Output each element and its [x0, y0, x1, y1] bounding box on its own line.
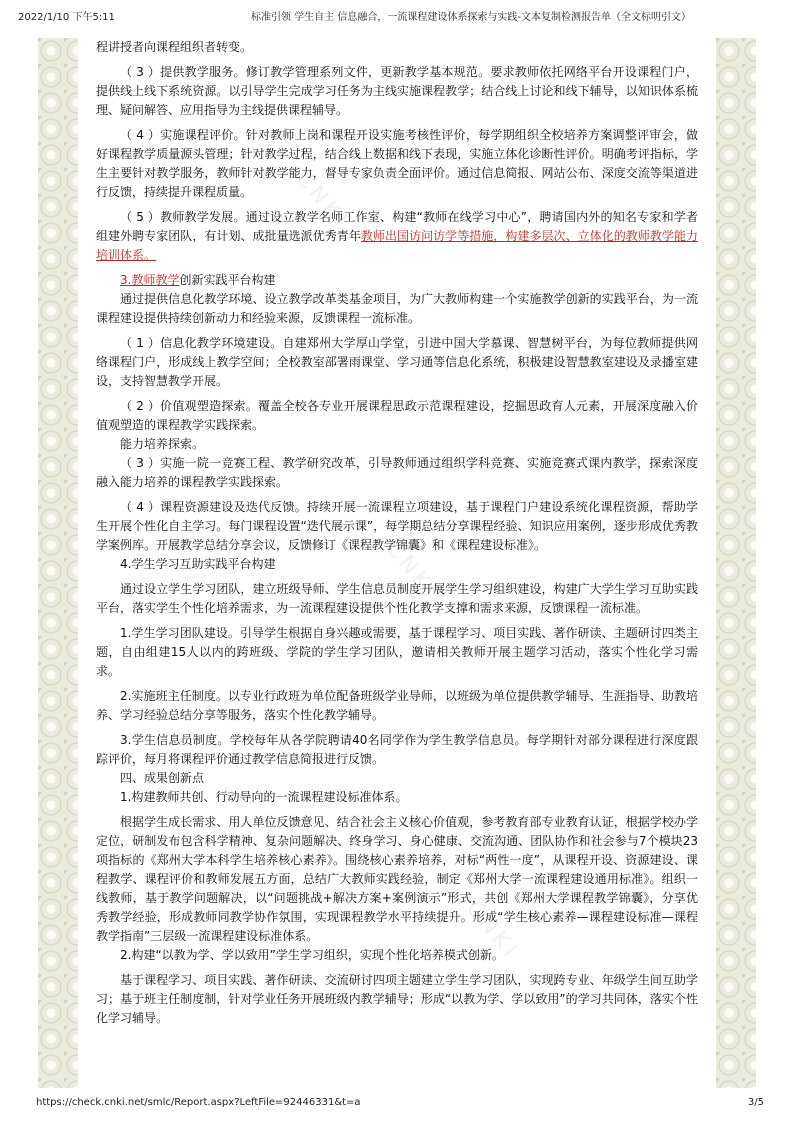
print-footer	[36, 1097, 764, 1111]
paragraph: （ 4 ）课程资源建设及迭代反馈。持续开展一流课程立项建设，基于课程门户建设系统化课程资源，帮助学生开展个性化自主学习。每门课程设置“迭代展示课”，每学期总结分享课程经验、知识应用案例，逐步形成优秀教学案例库。开展教学总结分享会议，反馈修订《课程教学锦囊》和《课程建设标准》。	[96, 500, 698, 552]
paragraph: 基于课程学习、项目实践、著作研读、交流研讨四项主题建立学生学习团队，实现跨专业、年级学生间互助学习；基于班主任制度制，针对学业任务开展班级内教学辅导；形成“以教为学、学以致用”的学习共同体，落实个性化学习辅导。	[96, 973, 698, 1025]
page-url: https://check.cnki.net/smlc/Report.aspx?LeftFile=92446331&t=a	[36, 1097, 361, 1108]
left-decorative-border	[38, 38, 78, 1088]
paragraph: 1.学生学习团队建设。引导学生根据自身兴趣或需要，基于课程学习、项目实践、著作研读、主题研讨四类主题，自由组建15人以内的跨班级、学院的学生学习团队，邀请相关教师开展主题学习活动，落实个性化学习需求。	[96, 626, 698, 678]
paragraph: 2.实施班主任制度。以专业行政班为单位配备班级学业导师，以班级为单位提供教学辅导、生涯指导、助教培养、学习经验总结分享等服务，落实个性化教学辅导。	[96, 689, 698, 722]
section-heading: 4.学生学习互助实践平台构建	[120, 557, 276, 571]
cited-text-highlight: 3.教师教学	[120, 273, 180, 287]
watermark: CNKI	[380, 536, 445, 605]
section-heading	[96, 271, 698, 290]
print-datetime: 2022/1/10 下午5:11	[18, 12, 115, 23]
paragraph: 3.学生信息员制度。学校每年从各学院聘请40名同学作为学生教学信息员。每学期针对部分课程进行深度跟踪评价，每月将课程评价通过教学信息简报进行反馈。	[96, 733, 698, 766]
watermark: CNKI	[460, 896, 525, 965]
paragraph: 能力培养探索。	[120, 437, 205, 451]
section-heading: 四、成果创新点	[120, 771, 205, 785]
section-heading: 1.构建教师共创、行动导向的一流课程建设标准体系。	[120, 790, 408, 804]
paragraph: （ 3 ）提供教学服务。修订教学管理系列文件，更新教学基本规范。要求教师依托网络平台开设课程门户，提供线上线下系统资源。以引导学生完成学习任务为主线实施课程教学；结合线上讨论和线下辅导，以知识体系梳理、疑问解答、应用指导为主线提供课程辅导。	[96, 65, 698, 117]
page-number: 3/5	[747, 1097, 764, 1108]
heading-text: 创新实践平台构建	[179, 273, 276, 287]
report-content	[78, 38, 716, 1088]
paragraph: 根据学生成长需求、用人单位反馈意见、结合社会主义核心价值观，参考教育部专业教育认证，根据学校办学定位，研制发布包含科学精神、复杂问题解决、终身学习、身心健康、交流沟通、团队协作和社会参与7个模块23项指标的《郑州大学本科学生培养核心素养》。围绕核心素养培养，对标“两性一度”，从课程开设、资源建设、课程教学、课程评价和教师发展五方面，总结广大教师实践经验，制定《郑州大学一流课程建设通用标准》。组织一线教师，基于教学问题解决，以“问题挑战+解决方案+案例演示”形式，共创《郑州大学课程教学锦囊》，分享优秀教学经验，形成教师同教学协作氛围，实现课程教学水平持续提升。形成“学生核心素养—课程建设标准—课程教学指南”三层级一流课程建设标准体系。	[96, 815, 698, 943]
print-header	[18, 8, 776, 22]
document-text	[96, 38, 698, 1034]
paragraph: 程讲授者向课程组织者转变。	[96, 40, 253, 54]
paragraph: 通过设立学生学习团队，建立班级导师、学生信息员制度开展学生学习组织建设，构建广大学生学习互助实践平台，落实学生个性化培养需求，为一流课程建设提供个性化教学支撑和需求来源，反馈课程一流标准。	[96, 582, 698, 615]
paragraph-with-citation	[96, 208, 698, 265]
section-heading: 2.构建“以教为学、学以致用”学生学习组织，实现个性化培养模式创新。	[120, 948, 504, 962]
paragraph-text: （ 5 ）教师教学发展。通过设立教学名师工作室、构建“教师在线学习中心”，聘请国内外的知名专家和学者组建外聘专家团队，有计划、成批量选派优秀青年	[96, 210, 698, 243]
right-decorative-border	[716, 38, 756, 1088]
paragraph: 通过提供信息化教学环境、设立教学改革类基金项目，为广大教师构建一个实施教学创新的实践平台，为一流课程建设提供持续创新动力和经验来源，反馈课程一流标准。	[96, 292, 698, 325]
report-title: 标准引领 学生自主 信息融合，一流课程建设体系探索与实践-文本复制检测报告单（全文标明引文）	[251, 12, 691, 23]
paragraph: （ 4 ）实施课程评价。针对教师上岗和课程开设实施考核性评价，每学期组织全校培养方案调整评审会，做好课程教学质量源头管理；针对教学过程，结合线上数据和线下表现，实施立体化诊断性评价。明确考评指标，学生主要针对教学服务，教师针对教学能力，督导专家负责全面评价。通过信息简报、网站公布、深度交流等渠道进行反馈，持续提升课程质量。	[96, 128, 698, 199]
paragraph: （ 2 ）价值观塑造探索。覆盖全校各专业开展课程思政示范课程建设，挖掘思政育人元素，开展深度融入价值观塑造的课程教学实践探索。	[96, 399, 698, 432]
paragraph: （ 1 ）信息化教学环境建设。自建郑州大学厚山学堂，引进中国大学慕课、智慧树平台，为每位教师提供网络课程门户，形成线上教学空间；全校教室部署雨课堂、学习通等信息化系统，积极建设智慧教室建设及录播室建设，支持智慧教学开展。	[96, 336, 698, 388]
watermark: CNKI	[290, 166, 355, 235]
cited-text-highlight: 教师出国访问访学等措施，构建多层次、立体化的教师教学能力培训体系。	[96, 229, 698, 262]
paragraph: （ 3 ）实施一院一竞赛工程、教学研究改革，引导教师通过组织学科竞赛、实施竞赛式课内教学，探索深度融入能力培养的课程教学实践探索。	[96, 456, 698, 489]
